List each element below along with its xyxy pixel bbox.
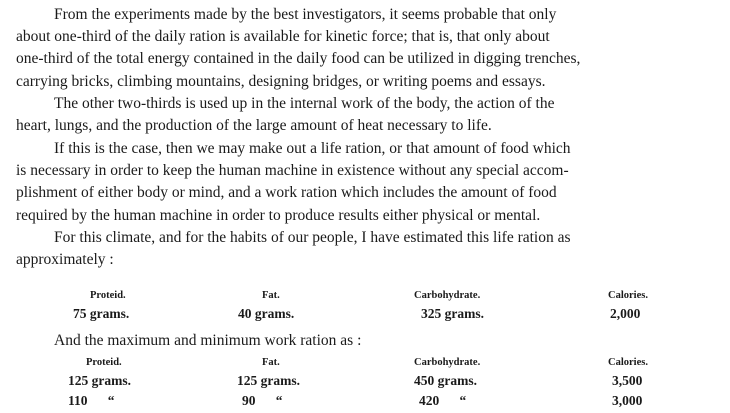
text-line: plishment of either body or mind, and a work ration which includes the amount of food: [16, 184, 557, 202]
table-cell: 75 grams.: [73, 306, 130, 321]
paragraph-life-ration: [16, 138, 716, 227]
table-cell: 110 “: [68, 393, 115, 408]
text-line: From the experiments made by the best investigators, it seems probable that only: [54, 6, 557, 23]
text-line: For this climate, and for the habits of our people, I have estimated this life ration as: [54, 229, 571, 246]
text-line: approximately :: [16, 251, 114, 269]
table-header: Calories.: [608, 357, 648, 368]
table-cell: 125 grams.: [68, 373, 131, 388]
paragraph-energy-fraction: [16, 4, 716, 93]
text-line: is necessary in order to keep the human machine in existence without any special accom-: [16, 162, 569, 180]
text-line: If this is the case, then we may make out a life ration, or that amount of food which: [54, 140, 571, 157]
text-line: required by the human machine in order to produce results either physical or mental.: [16, 206, 541, 224]
paragraph-work-ration-intro: [16, 330, 716, 352]
table-cell: 2,000: [610, 306, 641, 321]
table-header: Fat.: [262, 290, 280, 301]
table-cell: 325 grams.: [421, 306, 484, 321]
paragraph-climate-estimate: [16, 227, 716, 271]
text-line: heart, lungs, and the production of the large amount of heat necessary to life.: [16, 117, 492, 135]
table-header: Calories.: [608, 290, 648, 301]
table-cell: 90 “: [242, 393, 283, 408]
table-cell: 450 grams.: [414, 373, 477, 388]
table-header: Proteid.: [86, 357, 122, 368]
table-cell: 3,000: [612, 393, 643, 408]
table-header: Proteid.: [90, 290, 126, 301]
paragraph-internal-work: [16, 93, 716, 137]
table-header: Carbohydrate.: [414, 290, 481, 301]
table-cell: 125 grams.: [237, 373, 300, 388]
table-header: Carbohydrate.: [414, 357, 481, 368]
text-line: carrying bricks, climbing mountains, designing bridges, or writing poems and essays.: [16, 72, 546, 90]
text-line: And the maximum and minimum work ration as :: [54, 332, 362, 349]
table-cell: 40 grams.: [238, 306, 295, 321]
text-line: one-third of the total energy contained in the daily food can be utilized in digging trenches,: [16, 50, 581, 68]
table-cell: 3,500: [612, 373, 643, 388]
text-line: The other two-thirds is used up in the internal work of the body, the action of the: [54, 95, 555, 112]
text-line: about one-third of the daily ration is available for kinetic force; that is, that only about: [16, 28, 550, 46]
table-cell: 420 “: [419, 393, 467, 408]
table-header: Fat.: [262, 357, 280, 368]
